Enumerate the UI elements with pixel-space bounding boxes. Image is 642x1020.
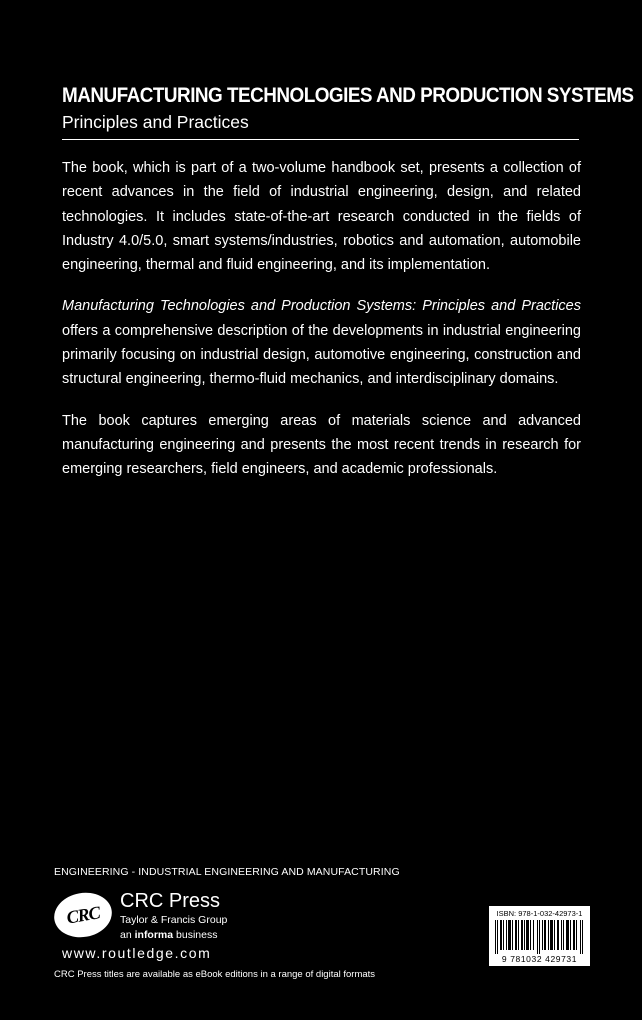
publisher-name: CRC Press [120,890,221,912]
paragraph-3: The book captures emerging areas of materials science and advanced manufacturing engineering and presents the most recent trends in research for emerging researchers, field engineers, and academic professionals. [62,412,581,478]
website-link[interactable]: www.routledge.com [62,945,212,961]
book-title: MANUFACTURING TECHNOLOGIES AND PRODUCTION SYSTEMS [62,83,634,107]
title-rule [62,139,579,140]
informa-line [120,929,217,941]
paragraph-1: The book, which is part of a two-volume handbook set, presents a collection of recent advances in the field of industrial engineering, design, and related technologies. It includes state-of-the-art research conducted in the fields of Industry 4.0/5.0, smart systems/industries, robotics and automation, automobile engineering, thermal and fluid engineering, and its implementation. [62,160,581,274]
paragraph-2-rest: offers a comprehensive description of the developments in industrial engineering primarily focusing on industrial design, automotive engineering, construction and structural engineering, thermo-fluid mechanics, and interdisciplinary domains. [62,322,581,388]
subject-category: ENGINEERING - INDUSTRIAL ENGINEERING AND MANUFACTURING [54,866,400,878]
isbn-label: ISBN: 978-1-032-42973-1 [496,909,583,918]
barcode [489,906,590,966]
barcode-bars [495,920,584,954]
informa-suffix: business [173,929,218,941]
ebook-note: CRC Press titles are available as eBook editions in a range of digital formats [54,969,376,980]
book-subtitle: Principles and Practices [62,112,249,132]
informa-bold: informa [134,929,174,941]
paragraph-2 [62,294,581,391]
publisher-group: Taylor & Francis Group [120,914,228,926]
informa-prefix: an [120,929,135,941]
paragraph-2-italic: Manufacturing Technologies and Production Systems: Principles and Practices [62,298,581,315]
barcode-digits: 9 781032 429731 [501,954,578,964]
crc-logo [51,888,116,941]
description [62,156,581,499]
crc-logo-text: CRC [64,901,101,928]
